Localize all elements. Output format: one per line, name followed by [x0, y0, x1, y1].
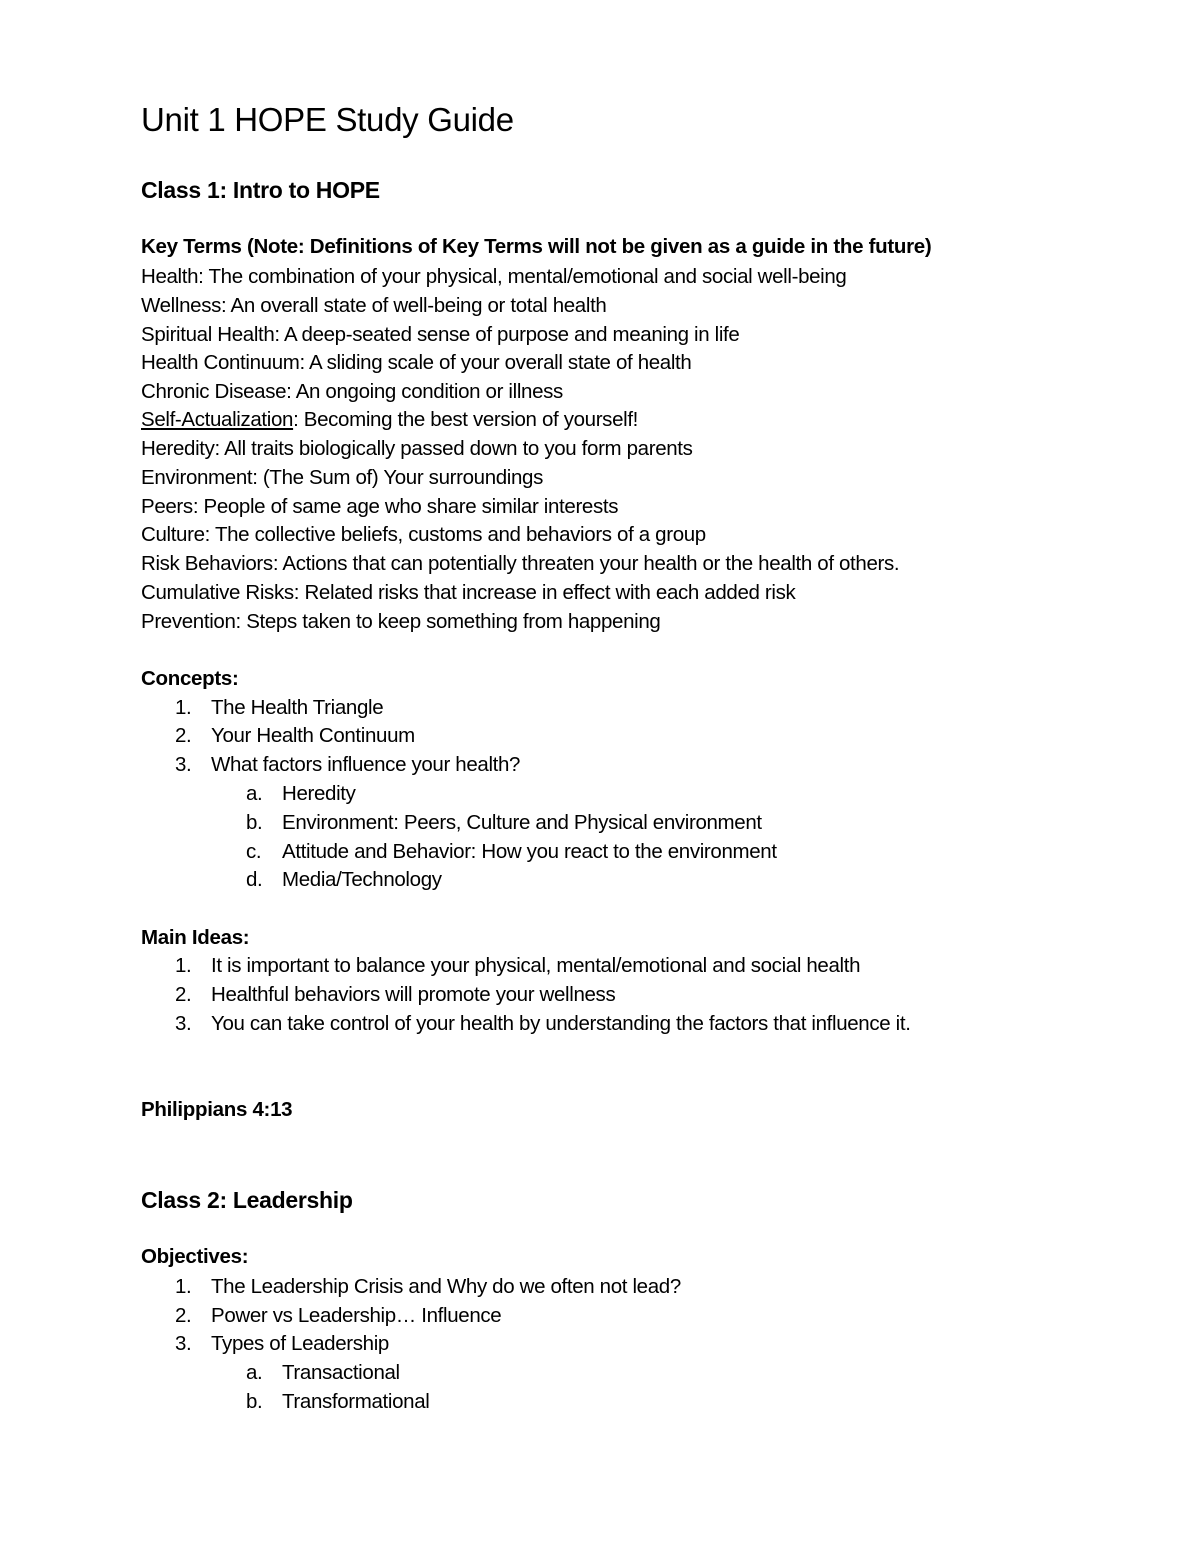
- list-letter: c.: [246, 840, 262, 863]
- term-line: [141, 521, 706, 549]
- list-letter: d.: [246, 868, 263, 891]
- list-number: 2.: [175, 1304, 192, 1327]
- list-text: The Leadership Crisis and Why do we often not lead?: [211, 1275, 681, 1298]
- list-text: Attitude and Behavior: How you react to the environment: [282, 840, 777, 863]
- class1-heading: Class 1: Intro to HOPE: [141, 177, 380, 203]
- objectives-heading: Objectives:: [141, 1245, 249, 1268]
- term-line: [141, 263, 846, 291]
- term-line: [141, 349, 691, 377]
- term: Spiritual Health: [141, 323, 275, 346]
- list-text: Environment: Peers, Culture and Physical environment: [282, 811, 762, 834]
- list-text: Heredity: [282, 782, 356, 805]
- list-text: Transformational: [282, 1390, 430, 1413]
- list-number: 3.: [175, 753, 192, 776]
- term: Chronic Disease: [141, 380, 287, 403]
- document-title: Unit 1 HOPE Study Guide: [141, 101, 514, 138]
- list-text: Media/Technology: [282, 868, 442, 891]
- list-text: What factors influence your health?: [211, 753, 521, 776]
- list-letter: b.: [246, 1390, 263, 1413]
- term-definition: : Becoming the best version of yourself!: [293, 408, 639, 431]
- list-text: Types of Leadership: [211, 1332, 389, 1355]
- term-line: [141, 435, 693, 463]
- term-definition: : A sliding scale of your overall state of health: [299, 351, 692, 374]
- term-definition: : Actions that can potentially threaten your health or the health of others.: [272, 552, 900, 575]
- term-definition: : People of same age who share similar interests: [192, 495, 619, 518]
- concepts-heading: Concepts:: [141, 667, 239, 690]
- term-definition: : An overall state of well-being or total health: [221, 294, 607, 317]
- list-letter: a.: [246, 1361, 263, 1384]
- main-ideas-heading: Main Ideas:: [141, 926, 250, 949]
- term-definition: : Steps taken to keep something from happening: [235, 610, 661, 633]
- list-text: You can take control of your health by understanding the factors that influence it.: [211, 1012, 911, 1035]
- list-number: 2.: [175, 983, 192, 1006]
- term-line: [141, 406, 638, 434]
- list-number: 1.: [175, 1275, 192, 1298]
- term: Culture: [141, 523, 205, 546]
- term-definition: : Related risks that increase in effect with each added risk: [293, 581, 796, 604]
- term: Risk Behaviors: [141, 552, 273, 575]
- list-letter: b.: [246, 811, 263, 834]
- term: Prevention: [141, 610, 236, 633]
- list-number: 1.: [175, 954, 192, 977]
- class2-heading: Class 2: Leadership: [141, 1187, 353, 1213]
- term-line: [141, 608, 660, 636]
- term: Peers: [141, 495, 193, 518]
- list-text: Transactional: [282, 1361, 400, 1384]
- list-number: 3.: [175, 1332, 192, 1355]
- verse-reference: Philippians 4:13: [141, 1098, 293, 1121]
- term: Health Continuum: [141, 351, 300, 374]
- list-letter: a.: [246, 782, 263, 805]
- term: Environment: [141, 466, 253, 489]
- term-line: [141, 579, 795, 607]
- term: Wellness: [141, 294, 221, 317]
- term-definition: : A deep-seated sense of purpose and meaning in life: [274, 323, 740, 346]
- term-line: [141, 550, 899, 578]
- term: Health: [141, 265, 199, 288]
- term-definition: : All traits biologically passed down to you form parents: [214, 437, 693, 460]
- term-definition: : An ongoing condition or illness: [286, 380, 563, 403]
- term-line: [141, 378, 563, 406]
- term-line: [141, 292, 606, 320]
- key-terms-heading: Key Terms (Note: Definitions of Key Terms will not be given as a guide in the future): [141, 235, 932, 258]
- term-line: [141, 493, 618, 521]
- term: Self-Actualization: [141, 408, 294, 431]
- list-text: Power vs Leadership… Influence: [211, 1304, 502, 1327]
- list-text: Your Health Continuum: [211, 724, 415, 747]
- term: Cumulative Risks: [141, 581, 294, 604]
- term-line: [141, 321, 739, 349]
- list-text: The Health Triangle: [211, 696, 384, 719]
- term-definition: : The collective beliefs, customs and behaviors of a group: [204, 523, 706, 546]
- term-line: [141, 464, 543, 492]
- list-number: 1.: [175, 696, 192, 719]
- term: Heredity: [141, 437, 215, 460]
- list-text: Healthful behaviors will promote your wellness: [211, 983, 616, 1006]
- list-text: It is important to balance your physical, mental/emotional and social health: [211, 954, 861, 977]
- term-definition: : The combination of your physical, mental/emotional and social well-being: [198, 265, 847, 288]
- list-number: 2.: [175, 724, 192, 747]
- term-definition: : (The Sum of) Your surroundings: [252, 466, 543, 489]
- list-number: 3.: [175, 1012, 192, 1035]
